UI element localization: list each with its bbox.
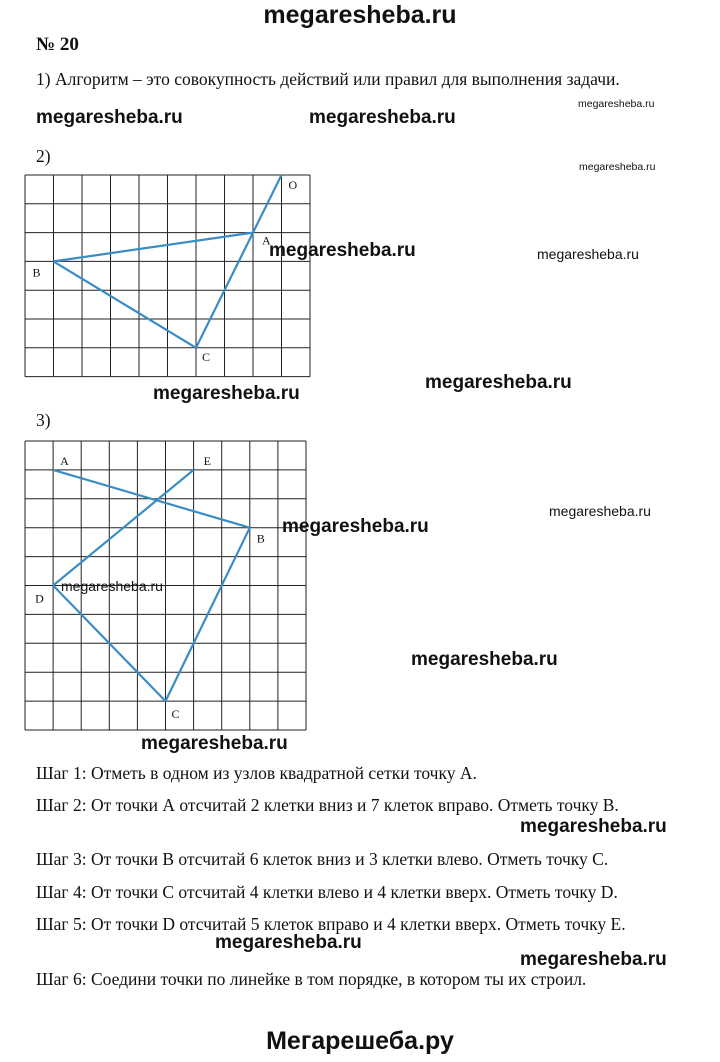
- step-4: Шаг 4: От точки С отсчитай 4 клетки влево и 4 клетки вверх. Отметь точку D.: [36, 882, 618, 902]
- watermark: megaresheba.ru: [282, 516, 429, 537]
- watermark: megaresheba.ru: [537, 246, 639, 262]
- watermark: megaresheba.ru: [578, 98, 655, 110]
- point-label-D: D: [35, 591, 44, 606]
- point-label-C: C: [202, 349, 211, 364]
- site-header: megaresheba.ru: [263, 1, 457, 29]
- watermark: megaresheba.ru: [269, 240, 416, 261]
- watermark: megaresheba.ru: [549, 503, 651, 519]
- step-6: Шаг 6: Соедини точки по линейке в том порядке, в котором ты их строил.: [36, 969, 587, 989]
- step-3: Шаг 3: От точки В отсчитай 6 клеток вниз и 3 клетки влево. Отметь точку С.: [36, 849, 609, 869]
- watermark: megaresheba.ru: [215, 932, 362, 953]
- watermark: megaresheba.ru: [520, 816, 667, 837]
- watermark: megaresheba.ru: [141, 733, 288, 754]
- part2-label: 2): [36, 146, 51, 166]
- watermark: megaresheba.ru: [425, 372, 572, 393]
- point-label-A: A: [262, 233, 271, 248]
- step-5: Шаг 5: От точки D отсчитай 5 клеток вправо и 4 клетки вверх. Отметь точку Е.: [36, 914, 626, 934]
- step-2: Шаг 2: От точки А отсчитай 2 клетки вниз и 7 клеток вправо. Отметь точку В.: [36, 795, 619, 815]
- point-label-B: B: [256, 531, 265, 546]
- part3-label: 3): [36, 410, 51, 430]
- step-1: Шаг 1: Отметь в одном из узлов квадратной сетки точку А.: [36, 763, 477, 783]
- watermark: megaresheba.ru: [153, 383, 300, 404]
- point-label-C: C: [171, 707, 180, 722]
- point-label-B: B: [32, 265, 41, 280]
- watermark: megaresheba.ru: [36, 107, 183, 128]
- point-label-E: E: [203, 453, 211, 468]
- point-label-O: O: [288, 178, 298, 192]
- task-number: № 20: [36, 34, 79, 55]
- site-footer: Мегарешеба.ру: [266, 1027, 454, 1055]
- point-label-A: A: [60, 453, 69, 468]
- watermark: megaresheba.ru: [520, 949, 667, 970]
- watermark: megaresheba.ru: [61, 578, 163, 594]
- watermark: megaresheba.ru: [579, 161, 656, 173]
- watermark: megaresheba.ru: [411, 649, 558, 670]
- watermark: megaresheba.ru: [309, 107, 456, 128]
- part1-definition: 1) Алгоритм – это совокупность действий или правил для выполнения задачи.: [36, 69, 620, 89]
